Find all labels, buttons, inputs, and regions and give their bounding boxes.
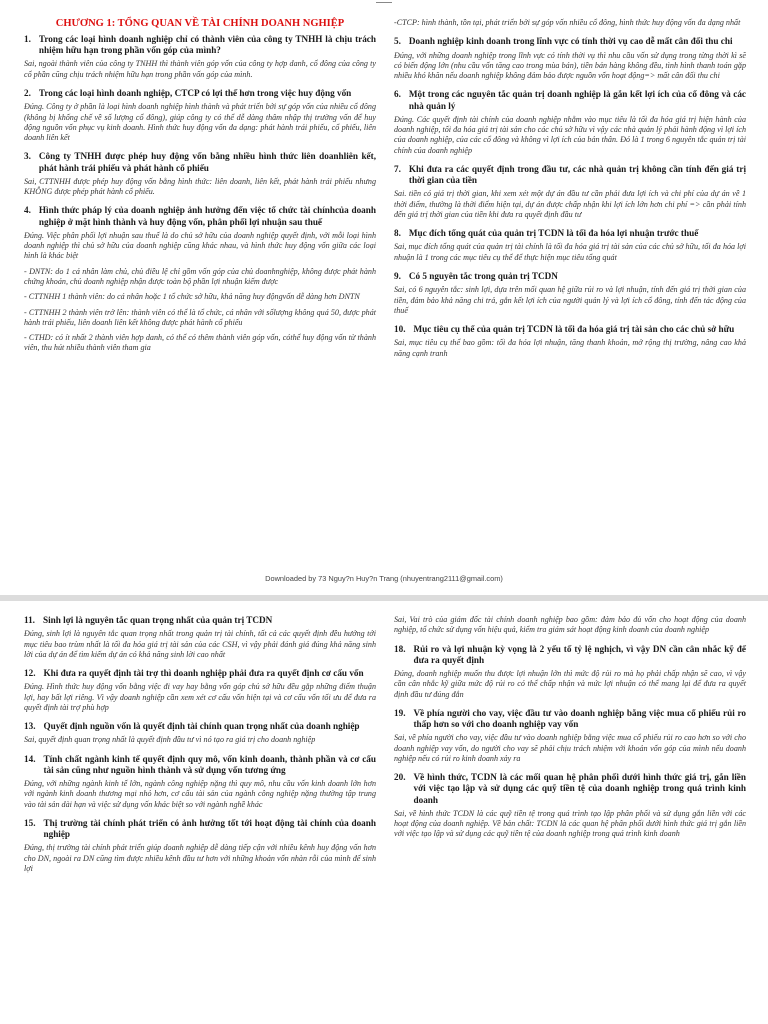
answer-paragraph: Sai, mục đích tổng quát của quản trị tài chính là tối đa hóa giá trị tài sản của các chủ sở hữu, tối đa hóa lợi nhuận là 1 trong các mục tiêu cụ thể để thực hiện mục tiêu tổng quát [394, 242, 746, 262]
answer-paragraph: Sai, quyết định quan trọng nhất là quyết định đầu tư vì nó tạo ra giá trị cho doanh nghiệp [24, 735, 316, 745]
answer [24, 779, 376, 810]
question-number: 20. [394, 772, 406, 783]
question-number: 12. [24, 668, 36, 679]
question-number: 9. [394, 271, 401, 282]
question [394, 228, 746, 239]
question-number: 18. [394, 643, 406, 654]
question [24, 668, 376, 679]
question [394, 324, 746, 335]
chapter-title: CHƯƠNG 1: TỔNG QUAN VỀ TÀI CHÍNH DOANH NGHIỆP [55, 18, 345, 29]
answer [24, 735, 376, 745]
answer-paragraph: -CTCP: hình thành, tồn tại, phát triển bởi sự góp vốn nhiều cổ đông, hình thức huy động vốn đa dạng nhất [394, 18, 741, 27]
question-number: 6. [394, 89, 401, 100]
answer-paragraph: Sai, có 6 nguyên tắc: sinh lợi, dựa trên mối quan hệ giữa rủi ro và lợi nhuận, tính đến giá trị thời gian của tiền, đảm bảo khả năng chi trả, gắn kết lợi ích của người quản lý và lợi ích cổ đông, tính đến tác động của thuế [394, 285, 746, 315]
answer-paragraph: Đúng. Việc phân phối lợi nhuận sau thuế là do chủ sở hữu của doanh nghiệp quyết định, với mỗi loại hình doanh nghiệp thì chủ sở hữu của doanh nghiệp cũng khác nhau, và hình thức huy động vốn giữa các loại hình là khác biệt [24, 230, 376, 261]
question-text: Tính chất ngành kinh tế quyết định quy mô, vốn kinh doanh, thành phần và cơ cấu tài sản cũng như nguồn hình thành và sử dụng vốn tương ứng [43, 753, 376, 775]
answer [24, 231, 376, 354]
answer [394, 18, 746, 28]
answer-paragraph: Sai, CTTNHH được phép huy động vốn bằng hình thức: liên doanh, liên kết, phát hành trái phiếu nhưng KHÔNG được phép phát hành cổ phiếu. [24, 176, 376, 197]
answer-paragraph: - DNTN: do 1 cá nhân làm chủ, chủ điều lệ chỉ gồm vốn góp của chủ doanhnghiệp, không được phát hành chứng khoán, chủ doanh nghiệp nhận được toàn bộ phần lợi nhuận kiếm được [24, 266, 376, 286]
question-text: Công ty TNHH được phép huy động vốn bằng nhiều hình thức liên doanhliên kết, phát hành trái phiếu và phát hành cổ phiếu [38, 151, 376, 173]
answer-paragraph: Sai, về hình thức TCDN là các quỹ tiền tệ trong quá trình tạo lập phân phối và sử dụng gắn liền với các hoạt động của doanh nghiệp. Về bản chất: TCDN là các quan hệ phân phối dưới hình thức giá trị gắn liền với việc tạo lập và sử dụng các quỹ tiền tệ của doanh nghiệp trong quá trình kinh doanh [394, 808, 746, 839]
answer-paragraph: Sai, ngoài thành viên của công ty TNHH thì thành viên góp vốn của công ty hợp danh, cổ đông của công ty cổ phần cũng chịu trách nhiệm hữu hạn trong phần vốn góp của mình. [24, 59, 376, 79]
answer-paragraph: - CTTNHH 2 thành viên trở lên: thành viên có thể là tổ chức, cá nhân với sốlượng không quá 50, được phát hành trái phiếu, liên doanh liên kết không được phát hành cổ phiếu [24, 307, 376, 327]
question [394, 708, 746, 730]
question [394, 271, 746, 282]
question [24, 615, 376, 626]
question [394, 772, 746, 806]
answer-paragraph: - CTTNHH 1 thành viên: do cá nhân hoặc 1 tổ chức sở hữu, khả năng huy độngvốn dễ dàng hơn DNTN [24, 292, 360, 302]
answer [394, 669, 746, 700]
question [24, 34, 376, 56]
answer-paragraph: Đúng. Hình thức huy động vốn bằng việc đi vay hay bằng vốn góp chủ sở hữu đều gặp những điểm thuận lợi, hay bất lợi riêng. Vì vậy doanh nghiệp cần xem xét cơ cấu vốn hiện tại và cơ cấu vốn tối ưu để đưa ra quyết định tài trợ phù hợp [24, 682, 376, 712]
question-number: 13. [24, 721, 36, 732]
answer [394, 338, 746, 359]
answer-paragraph: Sai, về phía người cho vay, việc đầu tư vào doanh nghiệp bằng việc mua cổ phiếu rủi ro cao hơn so với cho doanh nghiệp vay vốn, do người cho vay sẽ phải chịu trách nhiệm với khoản vốn góp của mình nếu doanh nghiệp nếu có rủi ro kinh doanh xảy ra [394, 733, 746, 763]
question [394, 644, 746, 666]
question-number: 1. [24, 34, 31, 44]
answer [394, 285, 746, 316]
question-number: 8. [394, 228, 401, 239]
question-text: Khi đưa ra quyết định tài trợ thì doanh nghiệp phải đưa ra quyết định cơ cấu vốn [43, 668, 364, 679]
page2-right-column [394, 615, 746, 848]
question [394, 164, 746, 186]
question-text: Một trong các nguyên tắc quản trị doanh nghiệp là gắn kết lợi ích của cổ đông và các nhà quản lý [408, 89, 746, 111]
question-number: 2. [24, 88, 31, 98]
question-number: 15. [24, 817, 36, 828]
answer-paragraph: Đúng. Công ty ở phần là loại hình doanh nghiệp hình thành và phát triển bởi sự góp vốn của nhiều cổ đông (không bị khống chế về số lượng cổ đông), giúp công ty có thể dễ dàng thâm nhập thị trường vốn để huy động nguồn vốn phục vụ kinh doanh. Hình thức huy động vốn đa dạng: phát hành trái phiếu, cổ phiếu, liên doanh liên kết [24, 102, 376, 143]
answer-paragraph: Đúng, thị trường tài chính phát triển giúp doanh nghiệp dễ dàng tiếp cận với nhiều kênh huy động vốn hơn cho DN, ngoài ra DN cũng tìm được nhiều kênh đầu tư hơn với những khoản vốn nhàn rỗi của mình để sinh lợi [24, 843, 376, 873]
answer-paragraph: Sai, Vai trò của giám đốc tài chính doanh nghiệp bao gồm: đảm bảo đủ vốn cho hoạt động của doanh nghiệp, tổ chức sử dụng vốn hiệu quả, kiểm tra giám sát hoạt động kinh doanh của doanh nghiệp [394, 615, 746, 635]
question-text: Trong các loại hình doanh nghiệp chỉ có thành viên của công ty TNHH là chịu trách nhiệm hữu hạn trong phần vốn góp của mình? [38, 34, 376, 56]
question-text: Về phía người cho vay, việc đầu tư vào doanh nghiệp bằng việc mua cổ phiếu rủi ro thấp hơn so với cho doanh nghiệp vay vốn [413, 707, 746, 730]
answer-paragraph: Đúng, doanh nghiệp muốn thu được lợi nhuận lớn thì mức độ rủi ro mà họ phải chấp nhận sẽ cao, vì vậy cần cân nhắc kỹ giữa mức độ rủi ro có thể chấp nhận và mức lợi nhuận có thể mang lại để đưa ra quyết định đầu tư đúng đắn [394, 669, 746, 699]
question [24, 151, 376, 173]
download-footer: Downloaded by 73 Nguy?n Huy?n Trang (nhuyentrang2111@gmail.com) [265, 574, 503, 583]
answer [24, 682, 376, 713]
answer [394, 242, 746, 263]
answer-paragraph: Đúng, sinh lợi là nguyên tắc quan trọng nhất trong quản trị tài chính, tất cả các quyết định đều hướng tới mục tiêu bao trùm nhất là tối đa hóa giá trị tài sản của các CSH, vì vậy phải đánh giá đúng khả năng sinh lời của dự án để tìm kiếm dự án có khả năng sinh lời cao nhất [24, 629, 376, 659]
question-text: Hình thức pháp lý của doanh nghiệp ảnh hưởng đến việc tổ chức tài chínhcủa doanh nghiệp ở mặt hình thành và huy động vốn, phân phối lợi nhuận sau thuế [38, 205, 376, 227]
answer [394, 189, 746, 220]
answer [394, 615, 746, 636]
question-number: 4. [24, 205, 31, 216]
question [24, 721, 376, 732]
question-text: Mục tiêu cụ thể của quản trị TCDN là tối đa hóa giá trị tài sản cho các chủ sở hữu [413, 324, 735, 335]
question [24, 205, 376, 227]
question [24, 818, 376, 840]
question-number: 7. [394, 163, 401, 174]
page1-left-column [24, 18, 376, 362]
answer [24, 629, 376, 660]
answer-paragraph: - CTHD: có ít nhất 2 thành viên hợp danh, có thể có thêm thành viên góp vốn, cóthể huy động vốn từ thành viên, thu hút nhiều thành viên tham gia [24, 333, 376, 353]
answer [24, 59, 376, 80]
question-text: Sinh lợi là nguyên tắc quan trọng nhất của quản trị TCDN [42, 615, 273, 625]
question-text: Có 5 nguyên tắc trong quản trị TCDN [408, 271, 558, 282]
question-number: 5. [394, 36, 401, 47]
answer [394, 51, 746, 82]
answer [24, 177, 376, 198]
answer-paragraph: Đúng. Các quyết định tài chính của doanh nghiệp nhằm vào mục tiêu là tối đa hóa giá trị hiện hành của doanh nghiệp, tối đa hóa giá trị tài sản cho các chủ sở hữu vì vậy các nhà quản lý phải hành động vì lợi ích của doanh nghiệp, của các cổ đông và không vì lợi ích của bản thân. Đó là 1 trong 6 nguyên tắc quản trị tài chính của doanh nghiệp [394, 114, 746, 155]
answer-paragraph: Sai. tiền có giá trị thời gian, khi xem xét một dự án đầu tư cần phải đưa lợi ích và chi phí của dự án về 1 thời điểm, thường là thời điểm hiện tại, dự án được chấp nhận khi lợi ích lớn hơn chi phí => cần phải tính đến giá trị thời gian của tiền khi đưa ra quyết định đầu tư [394, 189, 746, 219]
page-top-mark [376, 2, 392, 3]
answer [394, 115, 746, 156]
page1-right-column [394, 18, 746, 367]
answer-paragraph: Sai, mục tiêu cụ thể bao gồm: tối đa hóa lợi nhuận, tăng thanh khoản, mở rộng thị trường, nâng cao khả năng cạnh tranh [394, 338, 746, 358]
question-number: 11. [24, 615, 35, 625]
question-text: Rủi ro và lợi nhuận kỳ vọng là 2 yếu tố tỷ lệ nghịch, vì vậy DN cần cân nhắc kỹ để đưa ra quyết định [413, 643, 746, 665]
question [24, 88, 376, 99]
question-number: 19. [394, 707, 406, 718]
document-page-2 [0, 601, 768, 1024]
question-text: Mục đích tổng quát của quản trị TCDN là tối đa hóa lợi nhuận trước thuế [408, 228, 699, 239]
question-number: 14. [24, 753, 36, 764]
answer [24, 102, 376, 143]
question-number: 10. [394, 324, 406, 335]
answer-paragraph: Đúng, với những doanh nghiệp trong lĩnh vực có tính thời vụ thì nhu cầu vốn sử dụng trong từng thời kì sẽ có biến động lớn (nhu cầu vốn tăng cao trong mùa bán), tiền bán hàng không đều, tình hình thanh toán gặp nhiều khó khăn nếu doanh nghiệp không đảm bảo được nguồn vốn hoạt động=> mất cân đối thu chi [394, 50, 746, 81]
answer [394, 809, 746, 840]
question-text: Khi đưa ra các quyết định trong đầu tư, các nhà quản trị không cần tính đến giá trị thời gian của tiền [408, 163, 746, 186]
question-text: Quyết định nguồn vốn là quyết định tài chính quan trọng nhất của doanh nghiệp [43, 721, 360, 732]
question-number: 3. [24, 151, 31, 162]
question [394, 89, 746, 111]
answer [24, 843, 376, 874]
page2-left-column [24, 615, 376, 882]
question-text: Doanh nghiệp kinh doanh trong lĩnh vực có tính thời vụ cao dễ mất cân đối thu chi [408, 36, 733, 47]
question-text: Trong các loại hình doanh nghiệp, CTCP có lợi thế hơn trong việc huy động vốn [38, 88, 352, 98]
question [394, 36, 746, 47]
question-text: Thị trường tài chính phát triển có ảnh hưởng tốt tới hoạt động tài chính của doanh nghiệp [43, 817, 376, 840]
answer [394, 733, 746, 764]
question-text: Về hình thức, TCDN là các mối quan hệ phân phối dưới hình thức giá trị, gắn liền với việc tạo lập và sử dụng các quỹ tiền tệ của doanh nghiệp trong quá trình kinh doanh [413, 772, 746, 805]
question [24, 754, 376, 776]
answer-paragraph: Đúng, với những ngành kinh tế lớn, ngành công nghiệp nặng thì quy mô, nhu cầu vốn kinh doanh lớn hơn với ngành kinh doanh thương mại nhỏ hơn, cơ cấu tài sản của ngành công nghiệp nặng thường tập trung vào tài sản dài hạn và việc sử dụng vốn khác biệt so với ngành nghề khác [24, 779, 376, 809]
